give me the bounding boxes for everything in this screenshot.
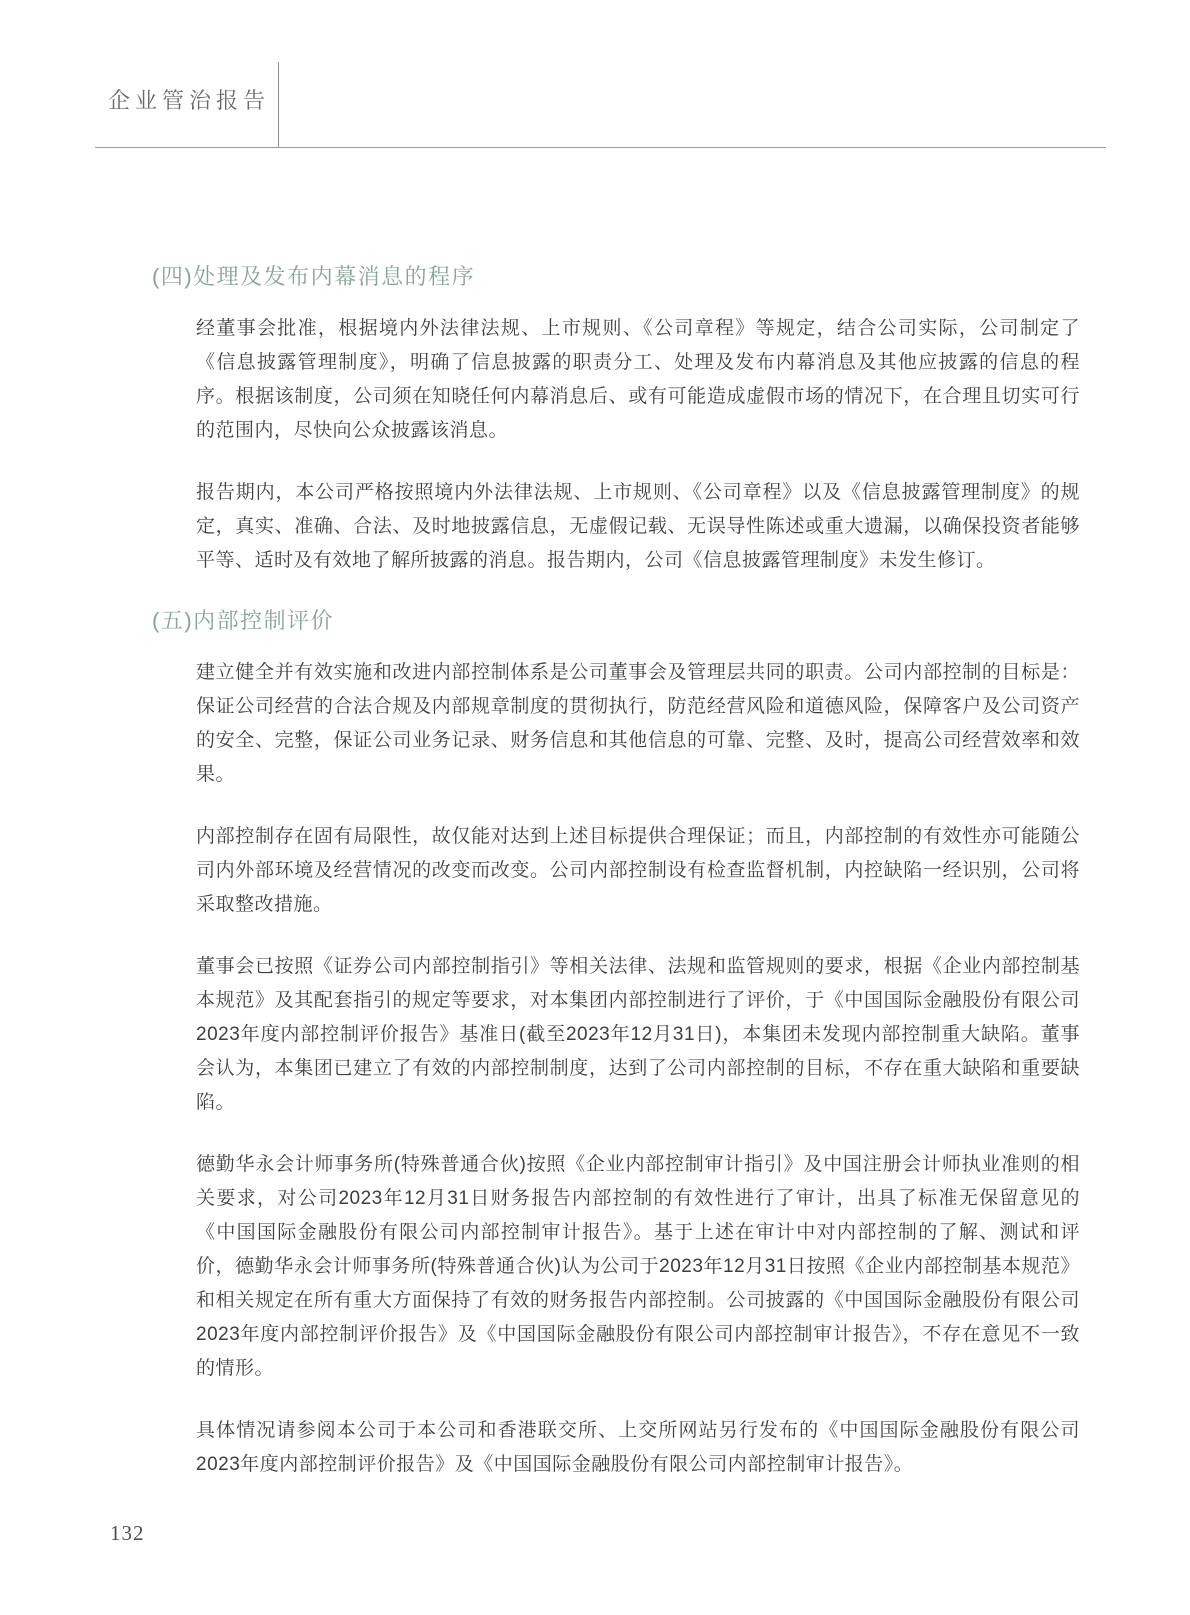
page-number: 132 <box>110 1521 145 1545</box>
section-heading-internal-control: (五)内部控制评价 <box>152 608 335 633</box>
report-content <box>152 262 1080 1482</box>
section-inside-information-procedures <box>152 262 1080 578</box>
paragraph-internal-control-3: 董事会已按照《证券公司内部控制指引》等相关法律、法规和监管规则的要求，根据《企业内部控制基本规范》及其配套指引的规定等要求，对本集团内部控制进行了评价，于《中国国际金融股份有限公司2023年度内部控制评价报告》基准日(截至2023年12月31日)，本集团未发现内部控制重大缺陷。董事会认为，本集团已建立了有效的内部控制制度，达到了公司内部控制的目标，不存在重大缺陷和重要缺陷。 <box>196 956 1080 1113</box>
section-internal-control-evaluation <box>152 606 1080 1482</box>
paragraph-inside-information-1: 经董事会批准，根据境内外法律法规、上市规则、《公司章程》等规定，结合公司实际，公司制定了《信息披露管理制度》，明确了信息披露的职责分工、处理及发布内幕消息及其他应披露的信息的程序。根据该制度，公司须在知晓任何内幕消息后、或有可能造成虚假市场的情况下，在合理且切实可行的范围内，尽快向公众披露该消息。 <box>196 318 1080 441</box>
paragraph-internal-control-4: 德勤华永会计师事务所(特殊普通合伙)按照《企业内部控制审计指引》及中国注册会计师执业准则的相关要求，对公司2023年12月31日财务报告内部控制的有效性进行了审计，出具了标准无保留意见的《中国国际金融股份有限公司内部控制审计报告》。基于上述在审计中对内部控制的了解、测试和评价，德勤华永会计师事务所(特殊普通合伙)认为公司于2023年12月31日按照《企业内部控制基本规范》和相关规定在所有重大方面保持了有效的财务报告内部控制。公司披露的《中国国际金融股份有限公司2023年度内部控制评价报告》及《中国国际金融股份有限公司内部控制审计报告》，不存在意见不一致的情形。 <box>196 1154 1080 1379</box>
header-horizontal-rule <box>95 147 1106 148</box>
section-heading-inside-information: (四)处理及发布内幕消息的程序 <box>152 264 476 289</box>
paragraph-internal-control-2: 内部控制存在固有局限性，故仅能对达到上述目标提供合理保证；而且，内部控制的有效性亦可能随公司内外部环境及经营情况的改变而改变。公司内部控制设有检查监督机制，内控缺陷一经识别，公司将采取整改措施。 <box>196 826 1080 915</box>
paragraph-inside-information-2: 报告期内，本公司严格按照境内外法律法规、上市规则、《公司章程》以及《信息披露管理制度》的规定，真实、准确、合法、及时地披露信息，无虚假记载、无误导性陈述或重大遗漏，以确保投资者能够平等、适时及有效地了解所披露的消息。报告期内，公司《信息披露管理制度》未发生修订。 <box>196 482 1080 571</box>
page-header-title: 企业管治报告 <box>108 88 271 113</box>
header-vertical-rule <box>278 62 279 147</box>
paragraph-internal-control-5: 具体情况请参阅本公司于本公司和香港联交所、上交所网站另行发布的《中国国际金融股份有限公司2023年度内部控制评价报告》及《中国国际金融股份有限公司内部控制审计报告》。 <box>196 1420 1080 1475</box>
paragraph-internal-control-1: 建立健全并有效实施和改进内部控制体系是公司董事会及管理层共同的职责。公司内部控制的目标是：保证公司经营的合法合规及内部规章制度的贯彻执行，防范经营风险和道德风险，保障客户及公司资产的安全、完整，保证公司业务记录、财务信息和其他信息的可靠、完整、及时，提高公司经营效率和效果。 <box>196 662 1080 785</box>
